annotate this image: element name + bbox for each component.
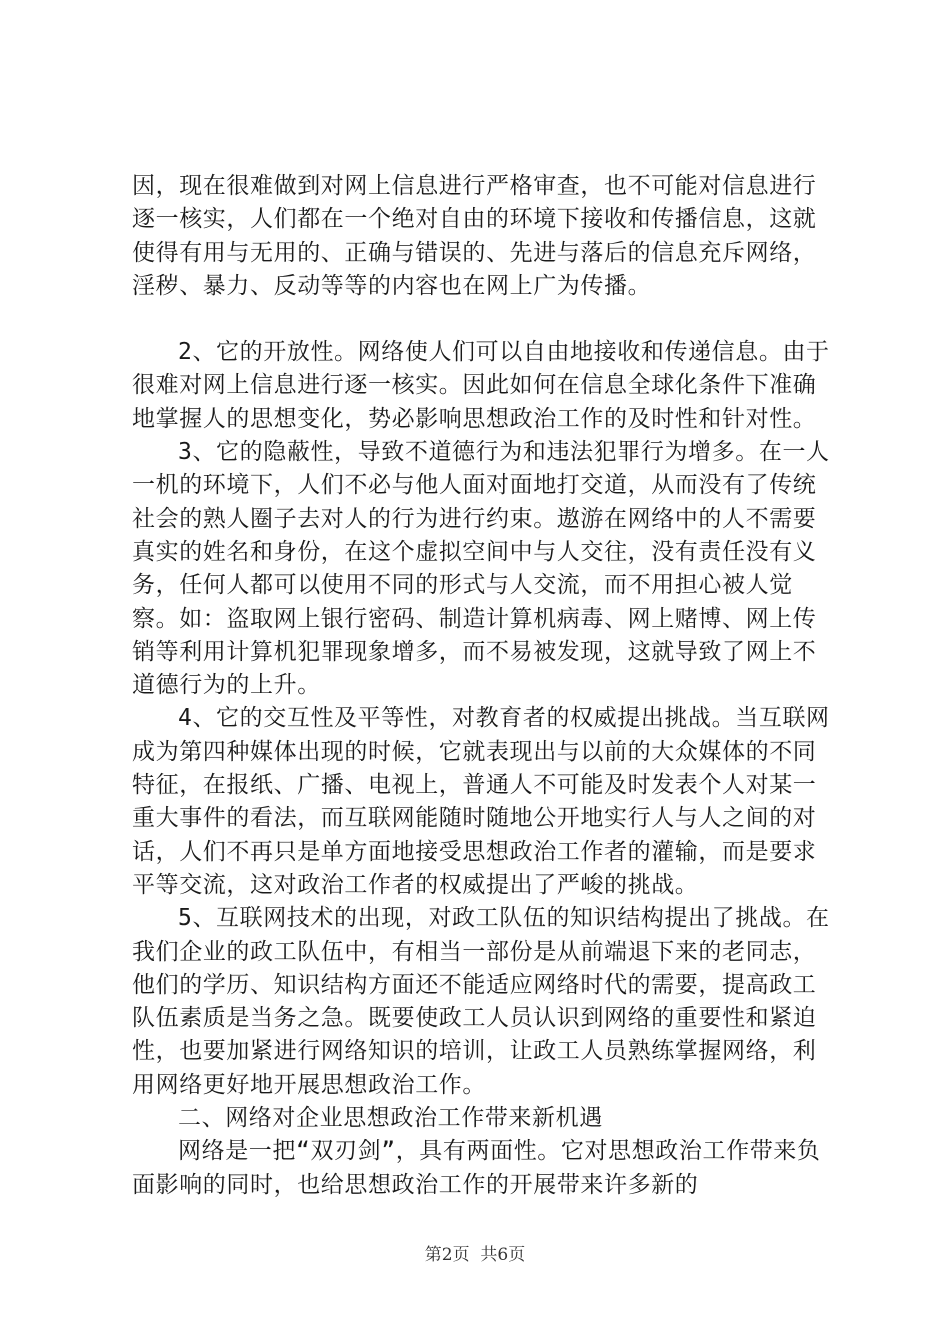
document-body	[132, 170, 832, 1202]
paragraph-workforce: 5、互联网技术的出现，对政工队伍的知识结构提出了挑战。在我们企业的政工队伍中，有相当一部份是从前端退下来的老同志，他们的学历、知识结构方面还不能适应网络时代的需要，提高政工队伍素质是当务之急。既要使政工人员认识到网络的重要性和紧迫性，也要加紧进行网络知识的培训，让政工人员熟练掌握网络，利用网络更好地开展思想政治工作。	[132, 905, 830, 1098]
page-footer	[0, 1240, 950, 1265]
paragraph-double-edged: 网络是一把“双刃剑”，具有两面性。它对思想政治工作带来负面影响的同时，也给思想政治工作的开展带来许多新的	[132, 1138, 821, 1198]
paragraph-concealment: 3、它的隐蔽性，导致不道德行为和违法犯罪行为增多。在一人一机的环境下，人们不必与他人面对面地打交道，从而没有了传统社会的熟人圈子去对人的行为进行约束。遨游在网络中的人不需要真实的姓名和身份，在这个虚拟空间中与人交往，没有责任没有义务，任何人都可以使用不同的形式与人交流，而不用担心被人觉察。如：盗取网上银行密码、制造计算机病毒、网上赌博、网上传销等利用计算机犯罪现象增多，而不易被发现，这就导致了网上不道德行为的上升。	[132, 439, 830, 699]
paragraph-interactivity: 4、它的交互性及平等性，对教育者的权威提出挑战。当互联网成为第四种媒体出现的时候，它就表现出与以前的大众媒体的不同特征，在报纸、广播、电视上，普通人不可能及时发表个人对某一重大事件的看法，而互联网能随时随地公开地实行人与人之间的对话，人们不再只是单方面地接受思想政治工作者的灌输，而是要求平等交流，这对政治工作者的权威提出了严峻的挑战。	[132, 705, 830, 898]
page-number-label: 第2页 共6页	[424, 1245, 526, 1265]
paragraph-continuation: 因，现在很难做到对网上信息进行严格审查，也不可能对信息进行逐一核实，人们都在一个绝对自由的环境下接收和传播信息，这就使得有用与无用的、正确与错误的、先进与落后的信息充斥网络，淫秽、暴力、反动等等的内容也在网上广为传播。	[132, 173, 817, 299]
section-heading: 二、网络对企业思想政治工作带来新机遇	[178, 1105, 603, 1132]
paragraph-openness: 2、它的开放性。网络使人们可以自由地接收和传递信息。由于很难对网上信息进行逐一核实。因此如何在信息全球化条件下准确地掌握人的思想变化，势必影响思想政治工作的及时性和针对性。	[132, 339, 830, 432]
